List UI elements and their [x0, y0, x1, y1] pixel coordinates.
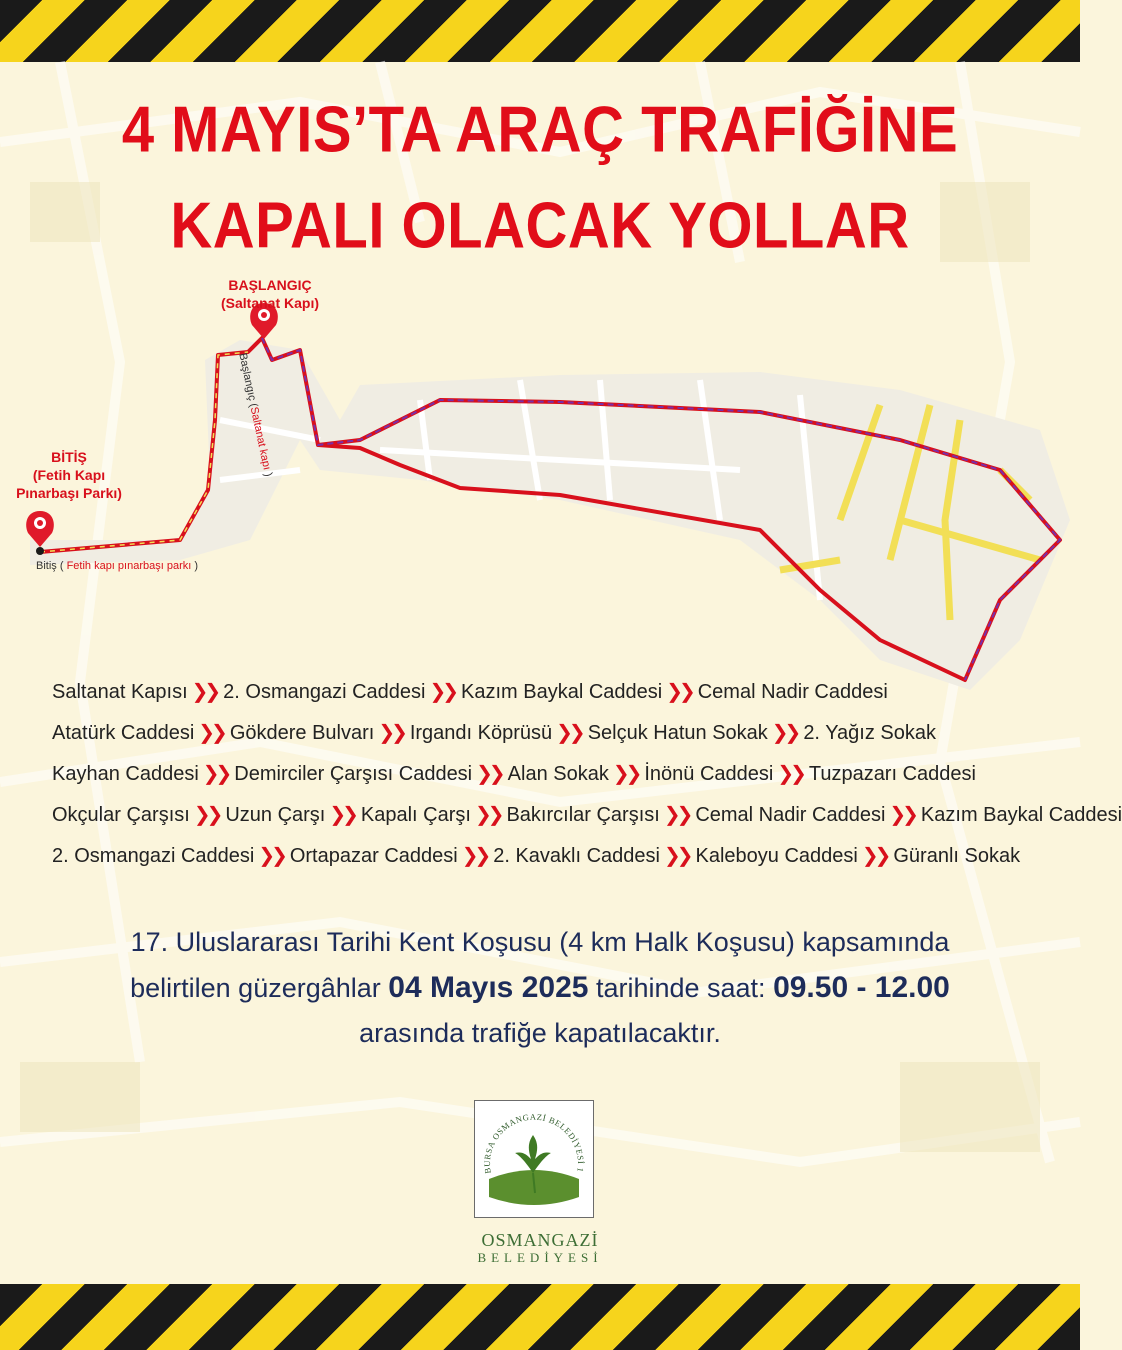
double-chevron-icon: ❯❯: [556, 722, 582, 744]
street-name: 2. Osmangazi Caddesi: [52, 845, 255, 867]
double-chevron-icon: ❯❯: [202, 763, 229, 785]
info-line-1: 17. Uluslararası Tarihi Kent Koşusu (4 km Halk Koşusu) kapsamında: [130, 927, 950, 957]
map-area: [30, 340, 1070, 690]
top-hazard-stripe: [0, 0, 1080, 62]
street-name: Atatürk Caddesi: [52, 722, 195, 744]
double-chevron-icon: ❯❯: [429, 681, 456, 703]
route-map: [0, 270, 1080, 690]
street-name: Bakırcılar Çarşısı: [506, 804, 660, 826]
end-title: BİTİŞ: [51, 449, 87, 465]
closure-time: 09.50 - 12.00: [773, 971, 950, 1004]
start-label: [200, 276, 340, 312]
closed-streets-list: [52, 678, 1122, 883]
logo-ring-text: BURSA OSMANGAZİ BELEDİYESİ 1: [481, 1111, 587, 1175]
street-name: Cemal Nadir Caddesi: [697, 681, 888, 703]
start-subtitle: (Saltanat Kapı): [220, 295, 319, 311]
end-subtitle-1: (Fetih Kapı: [32, 467, 106, 483]
double-chevron-icon: ❯❯: [664, 845, 690, 867]
double-chevron-icon: ❯❯: [378, 722, 404, 744]
street-name: Gökdere Bulvarı: [229, 722, 375, 744]
double-chevron-icon: ❯❯: [889, 804, 915, 826]
start-note-place: Saltanat kapı: [247, 405, 273, 472]
info-line-3: arasında trafiğe kapatılacaktır.: [359, 1018, 721, 1048]
double-chevron-icon: ❯❯: [663, 804, 690, 826]
street-line: [52, 760, 1072, 801]
title-line-1: 4 MAYIS’TA ARAÇ TRAFİĞİNE: [121, 93, 959, 166]
end-subtitle-2: Pınarbaşı Parkı): [16, 485, 122, 501]
street-name: Kayhan Caddesi: [52, 763, 199, 785]
street-name: Saltanat Kapısı: [52, 681, 188, 703]
info-line-2-start: belirtilen güzergâhlar: [130, 973, 389, 1003]
title-line-2: KAPALI OLACAK YOLLAR: [170, 189, 910, 262]
end-note-suffix: ): [191, 560, 199, 572]
start-note-suffix: ): [261, 468, 275, 478]
bottom-hazard-stripe: [0, 1284, 1080, 1350]
start-note-prefix: Başlangıç (: [236, 352, 260, 409]
closure-info: [0, 920, 1080, 1056]
street-name: Demirciler Çarşısı Caddesi: [234, 763, 473, 785]
info-line-2-mid: tarihinde saat:: [588, 973, 774, 1003]
street-name: Alan Sokak: [507, 763, 609, 785]
street-name: 2. Yağız Sokak: [803, 722, 936, 744]
street-line: [52, 678, 1072, 719]
street-line: [52, 842, 1072, 883]
info-line-2: [0, 965, 1080, 1011]
street-name: Güranlı Sokak: [893, 845, 1021, 867]
street-line: [52, 801, 1122, 842]
double-chevron-icon: ❯❯: [329, 804, 355, 826]
double-chevron-icon: ❯❯: [861, 845, 888, 867]
street-name: Selçuk Hatun Sokak: [587, 722, 768, 744]
double-chevron-icon: ❯❯: [474, 804, 501, 826]
logo-name: OSMANGAZİ: [481, 1230, 599, 1250]
end-note-prefix: Bitiş (: [36, 560, 67, 572]
end-note-place: Fetih kapı pınarbaşı parkı: [66, 560, 192, 572]
double-chevron-icon: ❯❯: [476, 763, 502, 785]
double-chevron-icon: ❯❯: [258, 845, 284, 867]
end-map-note: [36, 560, 198, 572]
street-name: Uzun Çarşı: [225, 804, 326, 826]
street-name: İnönü Caddesi: [644, 763, 774, 785]
osmangazi-logo: [474, 1100, 606, 1270]
logo-emblem: [474, 1100, 594, 1218]
closure-date: 04 Mayıs 2025: [388, 971, 589, 1004]
street-name: Cemal Nadir Caddesi: [695, 804, 886, 826]
double-chevron-icon: ❯❯: [191, 681, 218, 703]
double-chevron-icon: ❯❯: [193, 804, 220, 826]
street-name: Ortapazar Caddesi: [289, 845, 458, 867]
double-chevron-icon: ❯❯: [777, 763, 803, 785]
double-chevron-icon: ❯❯: [612, 763, 639, 785]
double-chevron-icon: ❯❯: [666, 681, 692, 703]
double-chevron-icon: ❯❯: [461, 845, 488, 867]
street-name: 2. Kavaklı Caddesi: [493, 845, 660, 867]
street-name: 2. Osmangazi Caddesi: [223, 681, 426, 703]
street-name: Kazım Baykal Caddesi: [461, 681, 663, 703]
street-name: Tuzpazarı Caddesi: [808, 763, 976, 785]
leaf-icon: [515, 1135, 551, 1173]
street-name: Kapalı Çarşı: [360, 804, 471, 826]
end-label: [4, 448, 134, 502]
street-name: Okçular Çarşısı: [52, 804, 190, 826]
street-name: Kaleboyu Caddesi: [695, 845, 858, 867]
logo-subtitle: BELEDİYESİ: [477, 1250, 603, 1265]
start-title: BAŞLANGIÇ: [228, 277, 312, 293]
double-chevron-icon: ❯❯: [771, 722, 798, 744]
street-name: Kazım Baykal Caddesi: [920, 804, 1122, 826]
logo-emblem-art: [475, 1101, 593, 1217]
double-chevron-icon: ❯❯: [198, 722, 224, 744]
street-name: Irgandı Köprüsü: [409, 722, 553, 744]
street-line: [52, 719, 1072, 760]
